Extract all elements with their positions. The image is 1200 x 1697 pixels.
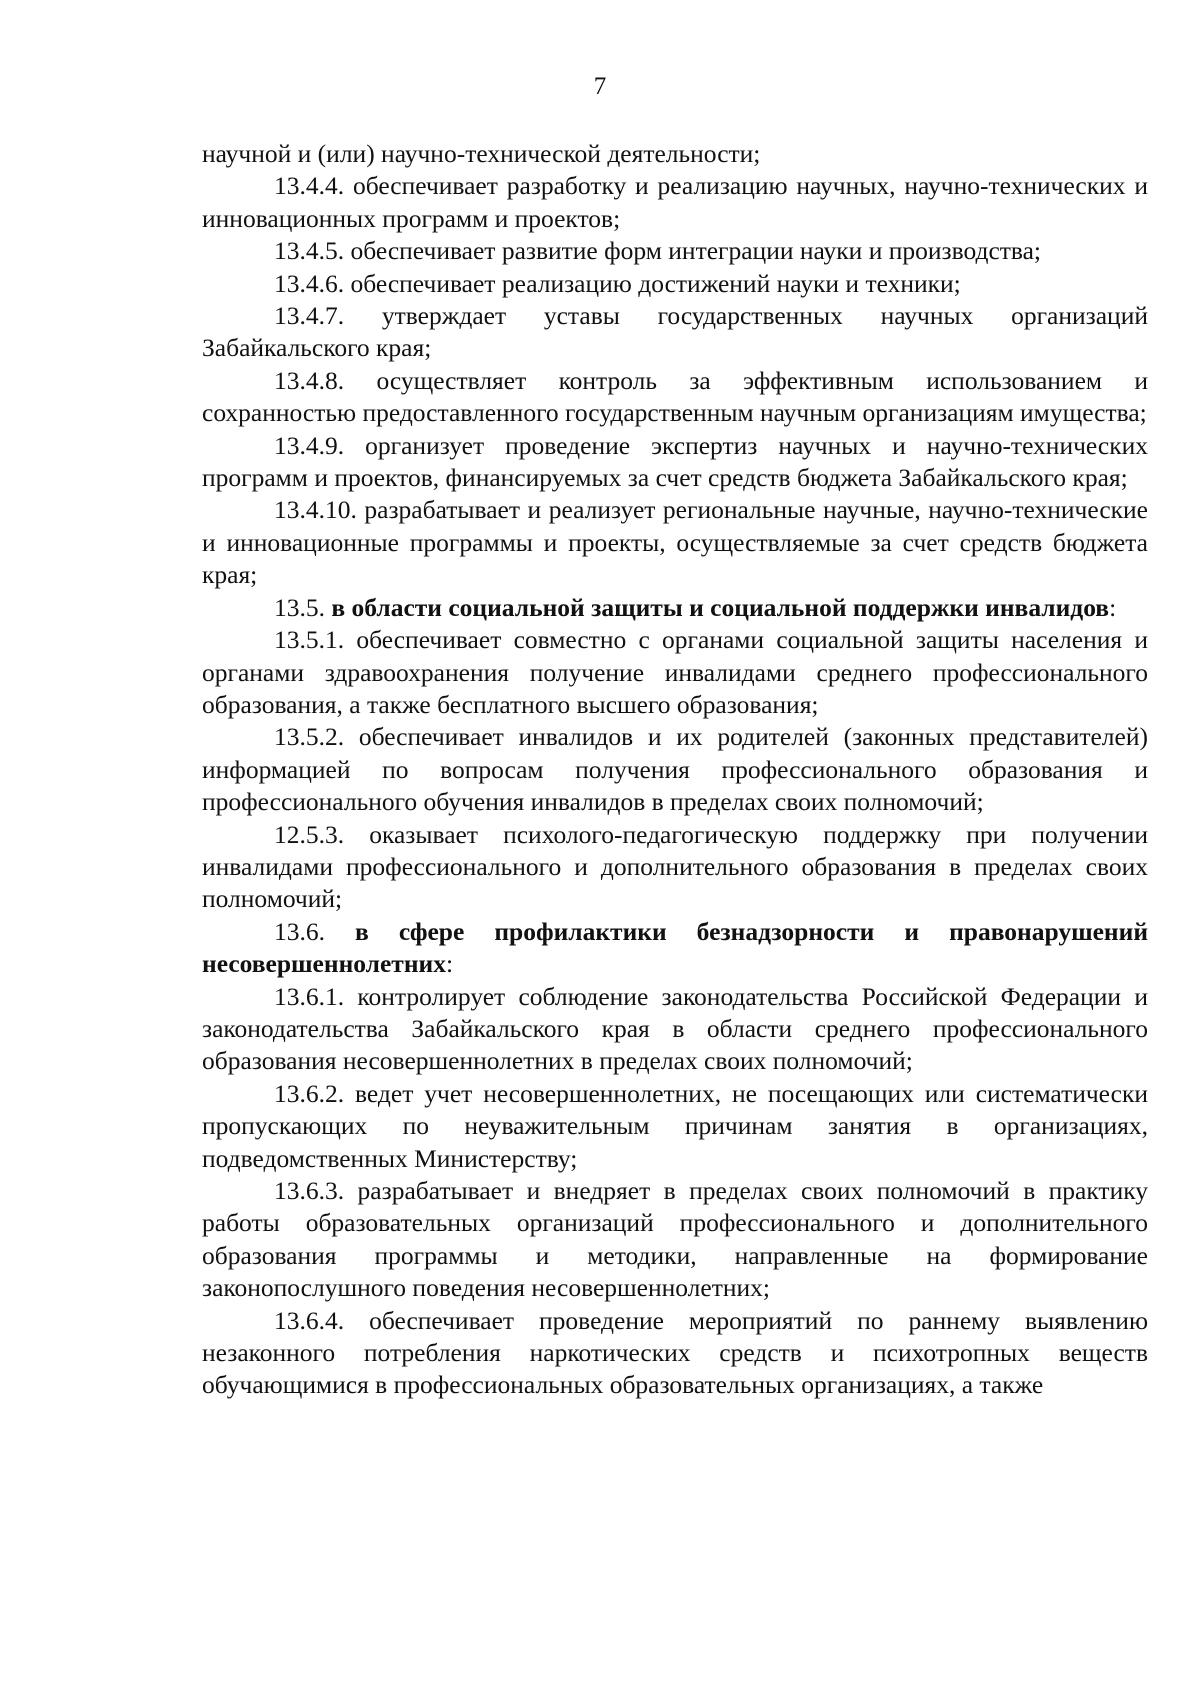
paragraph-text: обеспечивает развитие форм интеграции науки и производства; bbox=[350, 236, 1042, 266]
clause-number: 13.5. bbox=[274, 592, 325, 622]
paragraph-12-5-3 bbox=[202, 819, 1148, 916]
heading-colon: : bbox=[1109, 592, 1117, 622]
heading-colon: : bbox=[445, 949, 454, 979]
paragraph-text: разрабатывает и внедряет в пределах своих полномочий в практику работы образовательных организаций профессионального и дополнительного образования программы и методики, направленные на формирование законопослушного поведения несовершеннолетних; bbox=[202, 1176, 1148, 1303]
document-body bbox=[202, 138, 1148, 1402]
paragraph-text: осуществляет контроль за эффективным использованием и сохранностью предоставленного государственным научным организациям имущества; bbox=[202, 365, 1149, 428]
paragraph-13-5-1 bbox=[202, 624, 1148, 721]
paragraph-text: организует проведение экспертиз научных и научно-технических программ и проектов, финансируемых за счет средств бюджета Забайкальского края; bbox=[202, 430, 1148, 493]
paragraph-13-4-7 bbox=[202, 300, 1148, 365]
paragraph-text: контролирует соблюдение законодательства Российской Федерации и законодательства Забайкальского края в области среднего профессионального образования несовершеннолетних в пределах своих полномочий; bbox=[202, 981, 1149, 1076]
section-heading-text: в области социальной защиты и социальной поддержки инвалидов bbox=[331, 592, 1110, 622]
paragraph-text: обеспечивает проведение мероприятий по раннему выявлению незаконного потребления наркотических средств и психотропных веществ обучающимися в профессиональных образовательных организациях, а также bbox=[202, 1305, 1148, 1400]
section-heading-text: в сфере профилактики безнадзорности и правонарушений несовершеннолетних bbox=[202, 916, 1149, 979]
clause-number: 13.6. bbox=[274, 916, 325, 946]
clause-number: 13.5.1. bbox=[274, 625, 345, 655]
paragraph-13-4-9 bbox=[202, 430, 1148, 495]
paragraph-text: обеспечивает разработку и реализацию научных, научно-технических и инновационных программ и проектов; bbox=[202, 171, 1148, 233]
paragraph-13-4-4 bbox=[202, 170, 1148, 235]
clause-number: 13.4.9. bbox=[274, 430, 345, 460]
paragraph-13-6-4 bbox=[202, 1305, 1148, 1402]
clause-number: 12.5.3. bbox=[274, 819, 345, 849]
clause-number: 13.6.2. bbox=[274, 1078, 345, 1108]
paragraph-13-6-2 bbox=[202, 1078, 1148, 1175]
clause-number: 13.4.8. bbox=[274, 365, 345, 395]
paragraph-text: научной и (или) научно-технической деятельности; bbox=[202, 139, 761, 168]
paragraph-13-6-3 bbox=[202, 1175, 1148, 1305]
paragraph-13-4-6 bbox=[202, 268, 1148, 300]
paragraph-text: оказывает психолого-педагогическую поддержку при получении инвалидами профессионального и дополнительного образования в пределах своих полномочий; bbox=[202, 819, 1148, 914]
paragraph-text: обеспечивает инвалидов и их родителей (законных представителей) информацией по вопросам получения профессионального образования и профессионального обучения инвалидов в пределах своих полномочий; bbox=[202, 722, 1148, 817]
clause-number: 13.4.7. bbox=[274, 301, 345, 331]
paragraph-13-5-2 bbox=[202, 721, 1148, 818]
section-heading-13-6 bbox=[202, 916, 1148, 981]
clause-number: 13.6.3. bbox=[274, 1176, 345, 1205]
clause-number: 13.4.6. bbox=[274, 268, 345, 298]
paragraph-text: обеспечивает совместно с органами социальной защиты населения и органами здравоохранения получение инвалидами среднего профессионального образования, а также бесплатного высшего образования; bbox=[202, 625, 1148, 719]
clause-number: 13.6.4. bbox=[274, 1305, 345, 1335]
clause-number: 13.6.1. bbox=[274, 981, 345, 1011]
paragraph-text: ведет учет несовершеннолетних, не посещающих или систематически пропускающих по неуважительным причинам занятия в организациях, подведомственных Министерству; bbox=[202, 1078, 1148, 1173]
paragraph-13-4-8 bbox=[202, 365, 1148, 430]
paragraph-text: утверждает уставы государственных научных организаций Забайкальского края; bbox=[202, 301, 1149, 363]
clause-number: 13.5.2. bbox=[274, 722, 345, 752]
paragraph-13-6-1 bbox=[202, 981, 1148, 1078]
clause-number: 13.4.4. bbox=[274, 171, 345, 201]
paragraph-continuation bbox=[202, 138, 1148, 170]
paragraph-13-4-10 bbox=[202, 494, 1148, 591]
paragraph-text: разрабатывает и реализует региональные научные, научно-технические и инновационные программы и проекты, осуществляемые за счет средств бюджета края; bbox=[202, 495, 1148, 590]
paragraph-13-4-5 bbox=[202, 235, 1148, 267]
section-heading-13-5 bbox=[202, 592, 1148, 624]
clause-number: 13.4.10. bbox=[274, 495, 357, 525]
page-number: 7 bbox=[593, 73, 607, 100]
clause-number: 13.4.5. bbox=[274, 236, 345, 266]
paragraph-text: обеспечивает реализацию достижений науки и техники; bbox=[350, 268, 961, 298]
